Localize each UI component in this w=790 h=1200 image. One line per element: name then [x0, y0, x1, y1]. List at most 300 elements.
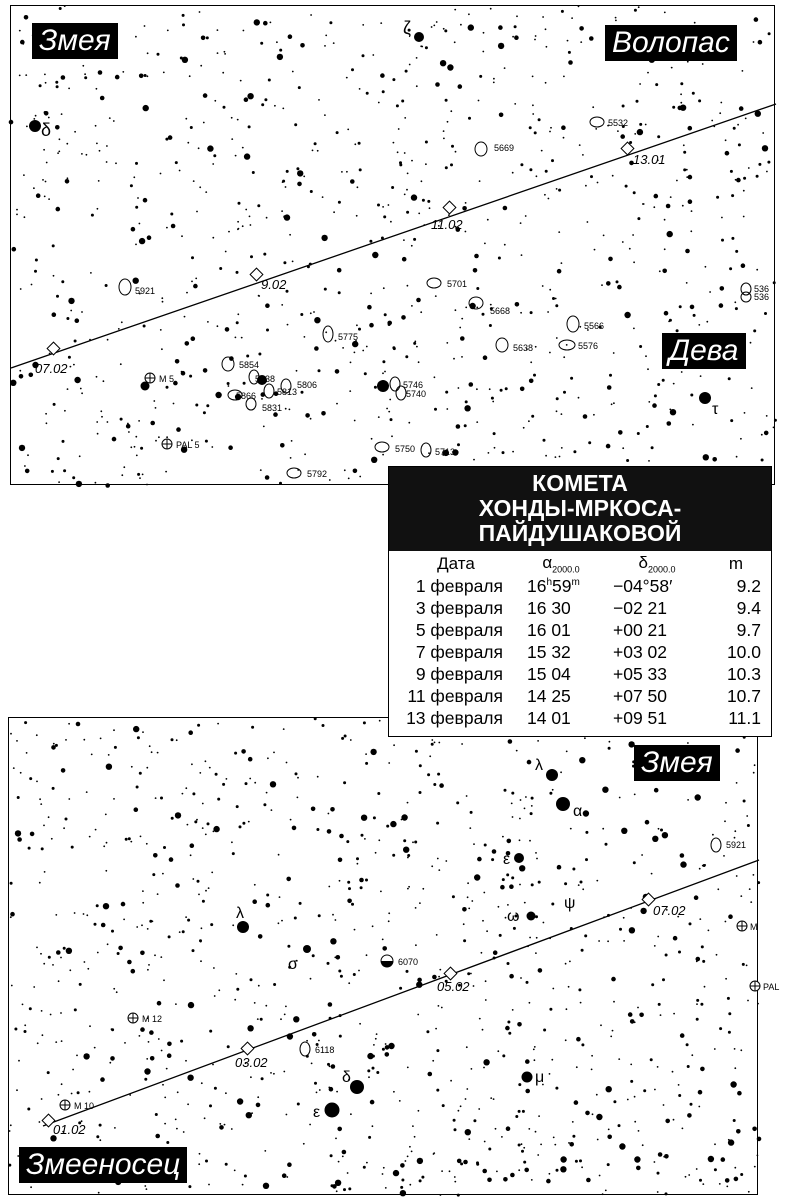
background-star	[651, 983, 654, 986]
background-star	[454, 1176, 456, 1178]
background-star	[153, 853, 158, 858]
background-star	[280, 1018, 282, 1020]
svg-text:5713: 5713	[435, 447, 456, 457]
background-star	[139, 74, 144, 79]
background-star	[673, 936, 678, 941]
background-star	[750, 342, 752, 344]
background-star	[324, 45, 326, 47]
galaxy-5866	[228, 390, 256, 401]
background-star	[187, 142, 189, 144]
background-star	[107, 421, 109, 423]
background-star	[101, 416, 103, 418]
background-star	[563, 391, 566, 394]
background-star	[476, 388, 478, 390]
star-label: σ	[288, 956, 298, 973]
background-star	[551, 159, 554, 162]
background-star	[115, 162, 117, 164]
background-star	[607, 385, 612, 390]
background-star	[29, 1007, 32, 1010]
background-star	[483, 892, 485, 894]
background-star	[482, 920, 484, 922]
background-star	[175, 812, 181, 818]
background-star	[686, 282, 688, 284]
background-star	[245, 782, 248, 785]
constellation-label-ophiuchus: Змееносец	[19, 1147, 187, 1183]
background-star	[242, 822, 245, 825]
background-star	[622, 241, 624, 243]
background-star	[481, 952, 483, 954]
background-star	[623, 940, 625, 942]
background-star	[488, 452, 490, 454]
background-star	[509, 884, 514, 889]
background-star	[142, 474, 144, 476]
background-star	[265, 303, 270, 308]
title-line: ПАЙДУШАКОВОЙ	[478, 520, 682, 546]
background-star	[372, 1125, 374, 1127]
background-star	[372, 54, 374, 56]
background-star	[683, 168, 686, 171]
background-star	[45, 413, 47, 415]
background-star	[482, 51, 484, 53]
background-star	[203, 368, 208, 373]
background-star	[146, 484, 148, 486]
background-star	[131, 766, 133, 768]
background-star	[27, 1108, 30, 1111]
background-star	[58, 980, 60, 982]
background-star	[520, 312, 522, 314]
background-star	[589, 36, 594, 41]
background-star	[10, 882, 13, 885]
background-star	[465, 400, 468, 403]
background-star	[754, 1166, 756, 1168]
background-star	[525, 1059, 530, 1064]
background-star	[618, 430, 623, 435]
background-star	[506, 873, 509, 876]
background-star	[507, 839, 512, 844]
background-star	[454, 9, 456, 11]
background-star	[652, 836, 658, 842]
background-star	[368, 1136, 371, 1139]
background-star	[80, 388, 82, 390]
background-star	[773, 427, 775, 429]
background-star	[549, 1008, 552, 1011]
background-star	[609, 374, 612, 377]
background-star	[74, 1008, 77, 1011]
background-star	[328, 1002, 333, 1007]
background-star	[756, 269, 758, 271]
background-star	[108, 754, 110, 756]
background-star	[530, 812, 533, 815]
background-star	[511, 876, 514, 879]
background-star	[212, 1064, 214, 1066]
background-star	[286, 762, 288, 764]
background-star	[393, 347, 396, 350]
background-star	[97, 208, 99, 210]
background-star	[502, 878, 505, 881]
background-star	[587, 221, 589, 223]
background-star	[48, 198, 50, 200]
star-label: λ	[236, 905, 244, 922]
background-star	[106, 161, 108, 163]
svg-text:5775: 5775	[338, 332, 359, 342]
background-star	[137, 473, 140, 476]
background-star	[756, 175, 759, 178]
constellation-label-serpens: Змея	[634, 745, 720, 781]
background-star	[185, 787, 187, 789]
background-star	[122, 71, 124, 73]
background-star	[348, 478, 350, 480]
background-star	[538, 118, 541, 121]
background-star	[432, 1060, 434, 1062]
galaxy-5838	[249, 370, 275, 384]
background-star	[131, 227, 136, 232]
background-star	[286, 170, 289, 173]
background-star	[282, 108, 284, 110]
background-star	[270, 781, 276, 787]
background-star	[281, 210, 283, 212]
background-star	[642, 1144, 644, 1146]
background-star	[164, 1123, 166, 1125]
background-star	[416, 57, 418, 59]
background-star	[734, 1067, 736, 1069]
background-star	[383, 1167, 385, 1169]
background-star	[147, 235, 152, 240]
background-star	[19, 445, 25, 451]
background-star	[524, 902, 526, 904]
background-star	[721, 239, 724, 242]
background-star	[638, 1130, 640, 1132]
background-star	[468, 117, 471, 120]
background-star	[476, 1161, 479, 1164]
svg-text:5750: 5750	[395, 444, 416, 454]
title-line: ХОНДЫ-МРКОСА-	[478, 495, 682, 521]
background-star	[301, 391, 304, 394]
star-label: ε	[313, 1104, 321, 1121]
background-star	[70, 310, 72, 312]
background-star	[250, 224, 252, 226]
background-star	[743, 177, 746, 180]
background-star	[76, 1055, 78, 1057]
background-star	[300, 43, 305, 48]
background-star	[217, 798, 220, 801]
background-star	[226, 778, 228, 780]
background-star	[542, 16, 544, 18]
background-star	[294, 123, 297, 126]
background-star	[552, 789, 554, 791]
background-star	[696, 1018, 699, 1021]
background-star	[217, 29, 219, 31]
background-star	[753, 874, 755, 876]
background-star	[441, 1170, 443, 1172]
background-star	[284, 1014, 286, 1016]
background-star	[508, 1032, 511, 1035]
background-star	[498, 906, 500, 908]
background-star	[26, 126, 28, 128]
background-star	[362, 350, 364, 352]
background-star	[296, 167, 299, 170]
background-star	[56, 207, 61, 212]
background-star	[283, 261, 286, 264]
background-star	[581, 949, 584, 952]
background-star	[639, 83, 641, 85]
background-star	[289, 234, 291, 236]
background-star	[225, 1092, 227, 1094]
background-star	[55, 744, 58, 747]
background-star	[205, 890, 207, 892]
background-star	[285, 1006, 287, 1008]
background-star	[24, 1024, 26, 1026]
background-star	[442, 1104, 445, 1107]
background-star	[217, 52, 219, 54]
background-star	[734, 1167, 736, 1169]
background-star	[453, 358, 455, 360]
galaxy-5532	[590, 117, 628, 128]
background-star	[531, 805, 533, 807]
background-star	[428, 1072, 433, 1077]
background-star	[465, 307, 467, 309]
background-star	[412, 841, 414, 843]
star-sigma	[303, 945, 311, 953]
svg-text:PAL: PAL	[763, 982, 780, 992]
background-star	[325, 331, 327, 333]
background-star	[516, 15, 518, 17]
background-star	[717, 888, 719, 890]
background-star	[157, 893, 159, 895]
background-star	[106, 764, 112, 770]
background-star	[155, 797, 157, 799]
background-star	[120, 418, 123, 421]
background-star	[53, 275, 55, 277]
background-star	[735, 748, 740, 753]
galaxy-5576	[559, 340, 598, 351]
background-star	[347, 881, 350, 884]
background-star	[408, 886, 410, 888]
background-star	[188, 1185, 191, 1188]
background-star	[654, 1089, 656, 1091]
background-star	[390, 221, 392, 223]
background-star	[725, 1178, 730, 1183]
background-star	[734, 1177, 739, 1182]
background-star	[758, 163, 761, 166]
background-star	[583, 414, 588, 419]
background-star	[519, 839, 521, 841]
background-star	[312, 1032, 317, 1037]
background-star	[523, 1161, 526, 1164]
background-star	[187, 919, 190, 922]
background-star	[634, 794, 636, 796]
background-star	[390, 821, 396, 827]
background-star	[79, 983, 82, 986]
background-star	[91, 214, 94, 217]
background-star	[429, 755, 431, 757]
background-star	[53, 403, 56, 406]
background-star	[190, 843, 195, 848]
background-star	[734, 301, 736, 303]
background-star	[353, 469, 358, 474]
background-star	[555, 1087, 558, 1090]
background-star	[158, 436, 160, 438]
background-star	[283, 728, 285, 730]
background-star	[514, 35, 519, 40]
background-star	[241, 749, 246, 754]
background-star	[566, 344, 568, 346]
background-star	[189, 75, 191, 77]
background-star	[558, 231, 560, 233]
background-star	[20, 40, 25, 45]
background-star	[280, 443, 285, 448]
background-star	[160, 173, 162, 175]
background-star	[151, 751, 153, 753]
background-star	[753, 41, 755, 43]
title-line: КОМЕТА	[532, 470, 628, 496]
background-star	[379, 720, 381, 722]
background-star	[615, 20, 617, 22]
background-star	[528, 1128, 530, 1130]
background-star	[403, 239, 405, 241]
background-star	[508, 739, 513, 744]
background-star	[512, 172, 514, 174]
background-star	[105, 870, 107, 872]
background-star	[556, 397, 559, 400]
background-star	[698, 1106, 700, 1108]
background-star	[690, 230, 692, 232]
background-star	[579, 144, 581, 146]
background-star	[483, 1059, 489, 1065]
background-star	[603, 235, 605, 237]
galaxy-5854	[222, 357, 259, 371]
background-star	[399, 987, 402, 990]
background-star	[321, 235, 327, 241]
background-star	[473, 843, 475, 845]
background-star	[166, 1141, 169, 1144]
background-star	[740, 895, 742, 897]
background-star	[468, 1138, 470, 1140]
background-star	[460, 1105, 462, 1107]
background-star	[232, 924, 234, 926]
svg-text:M 12: M 12	[142, 1014, 163, 1024]
background-star	[356, 857, 359, 860]
background-star	[743, 190, 745, 192]
background-star	[327, 829, 332, 834]
background-star	[179, 170, 181, 172]
background-star	[367, 1069, 370, 1072]
background-star	[324, 114, 326, 116]
background-star	[573, 450, 576, 453]
background-star	[638, 6, 640, 8]
background-star	[692, 92, 695, 95]
cluster-m5	[145, 373, 174, 384]
background-star	[686, 176, 688, 178]
background-star	[182, 14, 185, 17]
background-star	[556, 410, 558, 412]
background-star	[158, 1038, 160, 1040]
background-star	[745, 118, 747, 120]
background-star	[46, 162, 48, 164]
background-star	[314, 142, 317, 145]
background-star	[418, 1110, 420, 1112]
background-star	[200, 65, 202, 67]
background-star	[483, 355, 488, 360]
background-star	[185, 118, 187, 120]
background-star	[489, 388, 491, 390]
background-star	[608, 257, 613, 262]
background-star	[458, 84, 463, 89]
background-star	[434, 376, 436, 378]
background-star	[208, 1184, 210, 1186]
background-star	[655, 83, 658, 86]
background-star	[52, 787, 55, 790]
background-star	[634, 1021, 636, 1023]
svg-text:5532: 5532	[608, 118, 629, 128]
background-star	[161, 348, 163, 350]
background-star	[431, 739, 433, 741]
background-star	[187, 1075, 193, 1081]
background-star	[725, 978, 727, 980]
background-star	[126, 424, 131, 429]
background-star	[260, 1018, 263, 1021]
background-star	[438, 976, 440, 978]
background-star	[137, 197, 139, 199]
background-star	[265, 1005, 267, 1007]
background-star	[185, 916, 187, 918]
background-star	[520, 387, 525, 392]
background-star	[175, 161, 178, 164]
background-star	[657, 1172, 660, 1175]
background-star	[468, 24, 474, 30]
background-star	[66, 948, 72, 954]
background-star	[261, 398, 263, 400]
background-star	[182, 930, 185, 933]
background-star	[437, 858, 439, 860]
background-star	[691, 210, 693, 212]
background-star	[304, 336, 306, 338]
background-star	[615, 17, 617, 19]
background-star	[633, 191, 636, 194]
background-star	[186, 292, 188, 294]
background-star	[39, 84, 42, 87]
background-star	[548, 198, 550, 200]
background-star	[407, 285, 409, 287]
svg-text:5746: 5746	[403, 380, 424, 390]
background-star	[13, 767, 15, 769]
background-star	[338, 201, 341, 204]
background-star	[730, 419, 733, 422]
background-star	[445, 166, 448, 169]
background-star	[467, 972, 470, 975]
background-star	[636, 100, 639, 103]
background-star	[53, 743, 55, 745]
background-star	[81, 392, 83, 394]
background-star	[435, 1028, 437, 1030]
star-label: λ	[535, 757, 543, 774]
background-star	[682, 205, 684, 207]
background-star	[415, 750, 418, 753]
background-star	[700, 1003, 703, 1006]
background-star	[639, 1013, 644, 1018]
background-star	[489, 324, 492, 327]
background-star	[695, 794, 701, 800]
star-epsilon	[514, 853, 524, 863]
background-star	[10, 916, 12, 918]
background-star	[43, 963, 45, 965]
background-star	[222, 783, 225, 786]
background-star	[445, 391, 448, 394]
background-star	[525, 215, 527, 217]
background-star	[10, 380, 16, 386]
background-star	[24, 15, 29, 20]
background-star	[543, 439, 546, 442]
background-star	[133, 278, 139, 284]
